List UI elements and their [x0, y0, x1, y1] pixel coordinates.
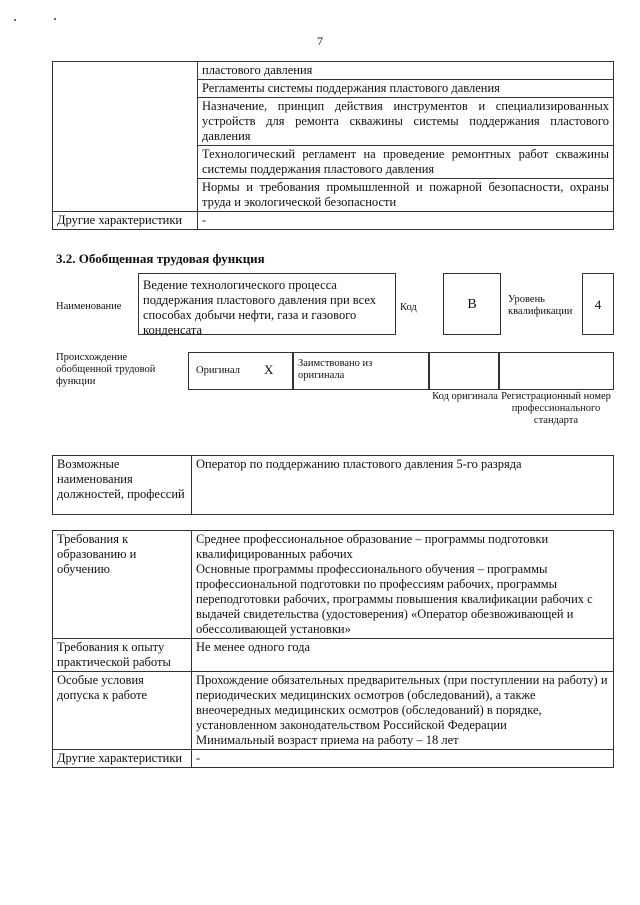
- table-label-cell: Другие характеристики: [53, 750, 192, 768]
- requirement-text: Прохождение обязательных предварительных (при поступлении на работу) и периодических медицинских осмотров (обследований), а также внеочередных медицинских осмотров (обследований) в порядке, установленном законодательством Российской Федерации: [196, 673, 608, 732]
- original-code-caption: Код оригинала: [432, 391, 498, 402]
- table-row: [53, 750, 614, 768]
- original-mark: X: [264, 362, 274, 377]
- scan-speck: [54, 18, 56, 20]
- table-label-cell: Требования к образованию и обучению: [53, 531, 192, 639]
- table-row: [53, 672, 614, 750]
- section-heading: 3.2. Обобщенная трудовая функция: [56, 251, 265, 266]
- knowledge-table: [52, 61, 614, 230]
- table-cell: Нормы и требования промышленной и пожарной безопасности, охраны труда и экологической безопасности: [198, 179, 614, 212]
- table-cell: Технологический регламент на проведение ремонтных работ скважины системы поддержания пластового давления: [198, 146, 614, 179]
- table-cell: [192, 672, 614, 750]
- table-cell: Оператор по поддержанию пластового давления 5-го разряда: [192, 456, 614, 515]
- original-code-box: [428, 352, 500, 390]
- page-number: 7: [317, 34, 323, 48]
- original-label: Оригинал: [196, 365, 240, 376]
- table-label-cell: Другие характеристики: [53, 212, 198, 230]
- requirement-text: Основные программы профессионального обучения – программы профессиональной подготовки по профессиям рабочих, программы переподготовки рабочих, программы повышения квалификации рабочих с выдачей свидетельства (удостоверения) «Оператор обезвоживающей и обессоливающей установки»: [196, 562, 593, 636]
- table-row: [53, 639, 614, 672]
- requirements-table: [52, 530, 614, 768]
- table-label-cell: Возможные наименования должностей, профессий: [53, 456, 192, 515]
- table-cell: пластового давления: [198, 62, 614, 80]
- table-row: [53, 456, 614, 515]
- level-value: 4: [594, 297, 602, 312]
- borrowed-label: Заимствовано из оригинала: [298, 358, 373, 381]
- code-label: Код: [400, 302, 417, 313]
- table-label-cell: Требования к опыту практической работы: [53, 639, 192, 672]
- table-cell: Не менее одного года: [192, 639, 614, 672]
- function-name: Ведение технологического процесса поддержания пластового давления при всех способах добычи нефти, газа и газового конденсата: [143, 278, 376, 337]
- name-label: Наименование: [56, 301, 122, 312]
- table-cell: Назначение, принцип действия инструментов и специализированных устройств для ремонта скважины системы поддержания пластового давления: [198, 98, 614, 146]
- registration-box: [498, 352, 614, 390]
- table-cell: -: [192, 750, 614, 768]
- scan-speck: [14, 19, 16, 21]
- origin-label: Происхождение обобщенной трудовой функции: [56, 352, 156, 387]
- code-value: B: [467, 297, 477, 312]
- registration-caption: Регистрационный номер профессионального стандарта: [501, 391, 611, 426]
- table-cell: Регламенты системы поддержания пластового давления: [198, 80, 614, 98]
- table-cell: -: [198, 212, 614, 230]
- table-row: [53, 531, 614, 639]
- table-cell: [192, 531, 614, 639]
- table-row: [53, 212, 614, 230]
- table-label-cell: [53, 62, 198, 212]
- table-row: [53, 62, 614, 80]
- requirement-text: Минимальный возраст приема на работу – 18 лет: [196, 733, 459, 747]
- level-label: Уровень квалификации: [508, 294, 573, 317]
- positions-table: [52, 455, 614, 515]
- table-label-cell: Особые условия допуска к работе: [53, 672, 192, 750]
- requirement-text: Среднее профессиональное образование – программы подготовки квалифицированных рабочих: [196, 532, 549, 561]
